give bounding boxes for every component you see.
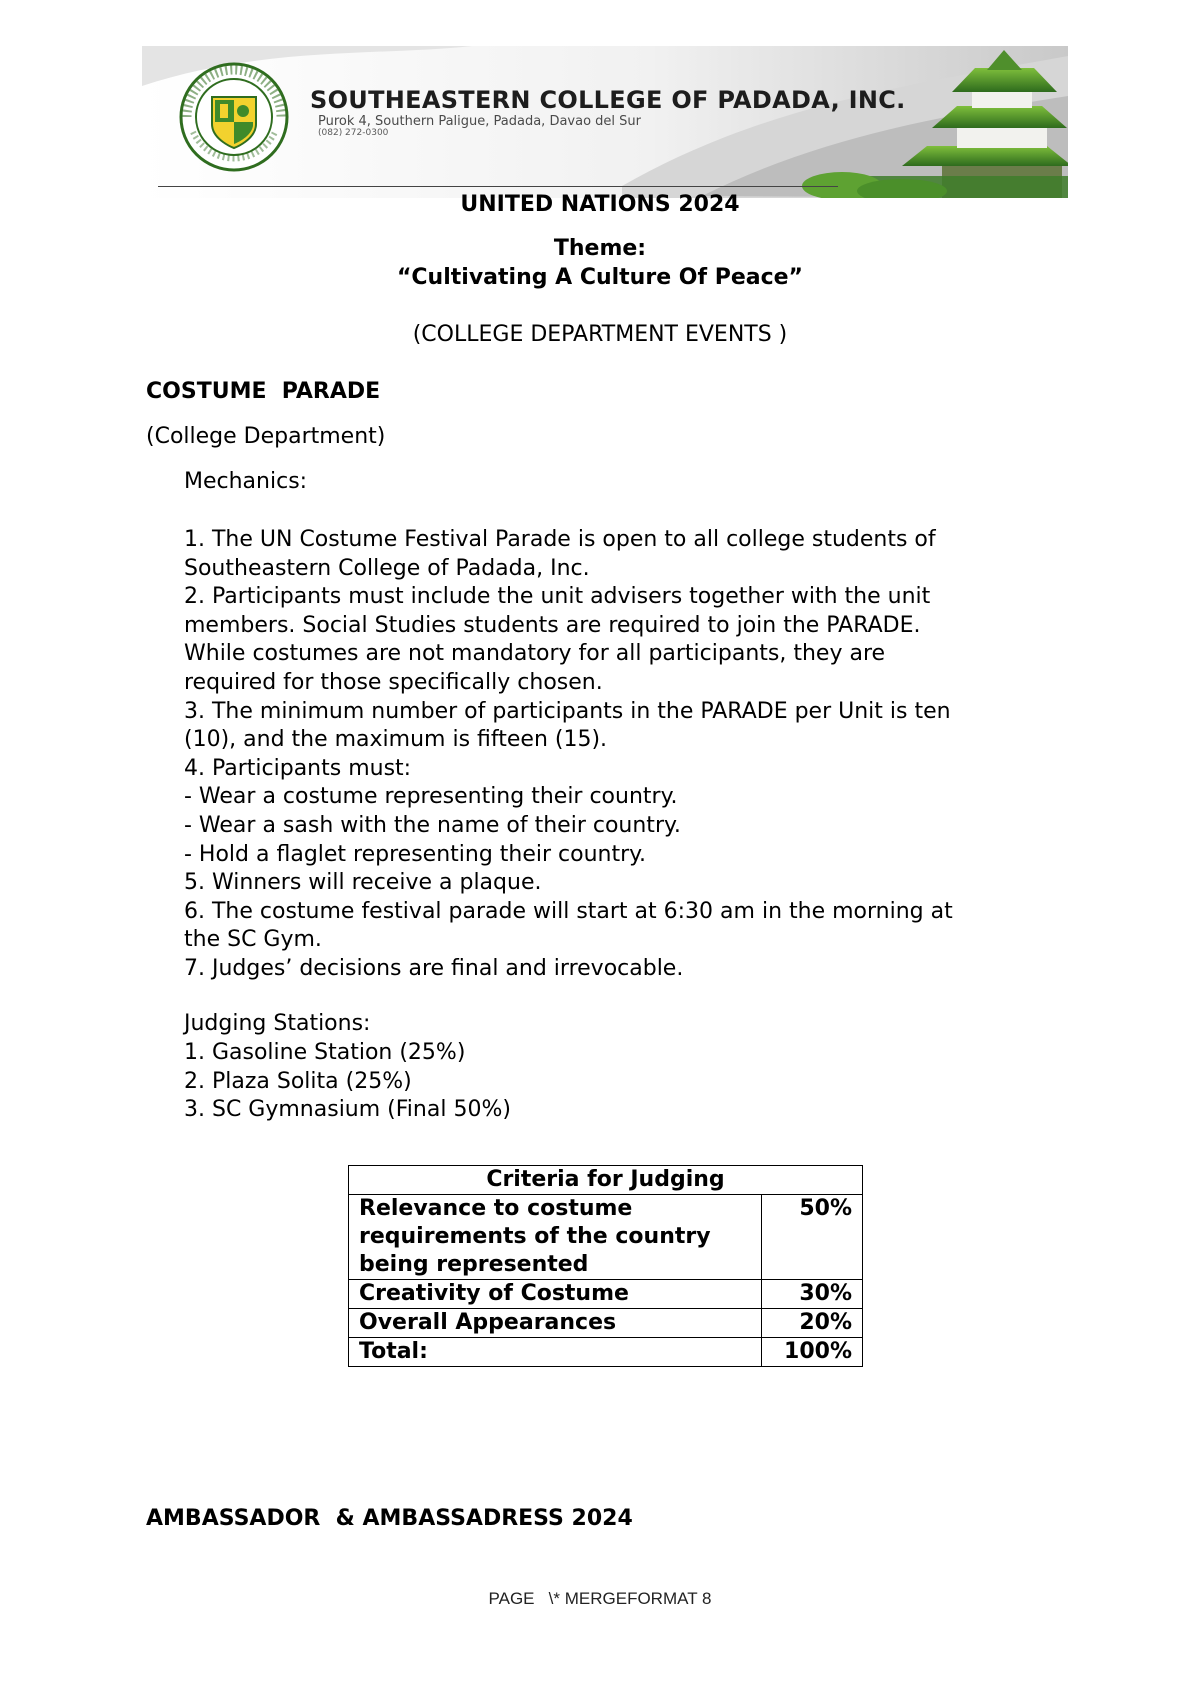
mechanics-line: the SC Gym. <box>184 927 322 953</box>
criteria-row <box>349 1309 863 1338</box>
mechanics-list <box>184 526 953 984</box>
weight-cell: 20% <box>762 1309 863 1338</box>
mechanics-line: 7. Judges’ decisions are final and irrevocable. <box>184 955 684 981</box>
criterion-cell: Relevance to costume requirements of the country being represented <box>349 1195 762 1280</box>
judging-station: 2. Plaza Solita (25%) <box>184 1068 412 1094</box>
section-heading: COSTUME PARADE <box>146 379 381 404</box>
mechanics-line: (10), and the maximum is fifteen (15). <box>184 727 608 753</box>
criteria-header-row <box>349 1166 863 1195</box>
school-name: SOUTHEASTERN COLLEGE OF PADADA, INC. <box>310 86 906 114</box>
mechanics-line: 2. Participants must include the unit advisers together with the unit <box>184 584 931 610</box>
mechanics-line: - Hold a flaglet representing their country. <box>184 841 647 867</box>
document-title: UNITED NATIONS 2024 <box>460 192 740 217</box>
college-seal-logo <box>179 62 289 172</box>
criteria-total-row <box>349 1338 863 1367</box>
letterhead <box>142 46 1068 198</box>
mechanics-line: - Wear a sash with the name of their country. <box>184 812 681 838</box>
mechanics-line: 3. The minimum number of participants in the PARADE per Unit is ten <box>184 698 951 724</box>
weight-cell: 50% <box>762 1195 863 1280</box>
mechanics-line: 5. Winners will receive a plaque. <box>184 870 542 896</box>
total-weight-cell: 100% <box>762 1338 863 1367</box>
theme-label: Theme: <box>553 236 647 261</box>
criteria-row <box>349 1280 863 1309</box>
mechanics-line: 6. The costume festival parade will start at 6:30 am in the morning at <box>184 898 953 924</box>
judging-stations-label: Judging Stations: <box>184 1011 371 1036</box>
next-section-heading: AMBASSADOR & AMBASSADRESS 2024 <box>146 1506 633 1531</box>
judging-station: 1. Gasoline Station (25%) <box>184 1040 466 1065</box>
letterhead-divider <box>158 186 838 187</box>
department-events-label: (COLLEGE DEPARTMENT EVENTS ) <box>412 322 788 347</box>
criterion-cell: Creativity of Costume <box>349 1280 762 1309</box>
mechanics-line: members. Social Studies students are required to join the PARADE. <box>184 612 921 638</box>
mechanics-line: While costumes are not mandatory for all participants, they are <box>184 641 886 667</box>
school-address: Purok 4, Southern Paligue, Padada, Davao del Sur <box>318 114 642 129</box>
theme-text: “Cultivating A Culture Of Peace” <box>396 265 804 290</box>
section-subheading: (College Department) <box>146 424 386 449</box>
criteria-table <box>348 1165 863 1367</box>
mechanics-line: 1. The UN Costume Festival Parade is open to all college students of <box>184 527 936 552</box>
criteria-row <box>349 1195 863 1280</box>
school-phone: (082) 272-0300 <box>318 128 389 138</box>
page-footer: PAGE \* MERGEFORMAT 8 <box>488 1589 712 1608</box>
judging-station: 3. SC Gymnasium (Final 50%) <box>184 1097 511 1122</box>
criteria-header: Criteria for Judging <box>349 1166 863 1195</box>
criterion-cell: Overall Appearances <box>349 1309 762 1338</box>
weight-cell: 30% <box>762 1280 863 1309</box>
mechanics-line: - Wear a costume representing their country. <box>184 784 678 810</box>
total-label-cell: Total: <box>349 1338 762 1367</box>
mechanics-line: Southeastern College of Padada, Inc. <box>184 555 590 581</box>
mechanics-line: 4. Participants must: <box>184 755 412 781</box>
mechanics-line: required for those specifically chosen. <box>184 669 603 695</box>
judging-stations-list <box>184 1039 511 1125</box>
mechanics-label: Mechanics: <box>184 469 308 494</box>
